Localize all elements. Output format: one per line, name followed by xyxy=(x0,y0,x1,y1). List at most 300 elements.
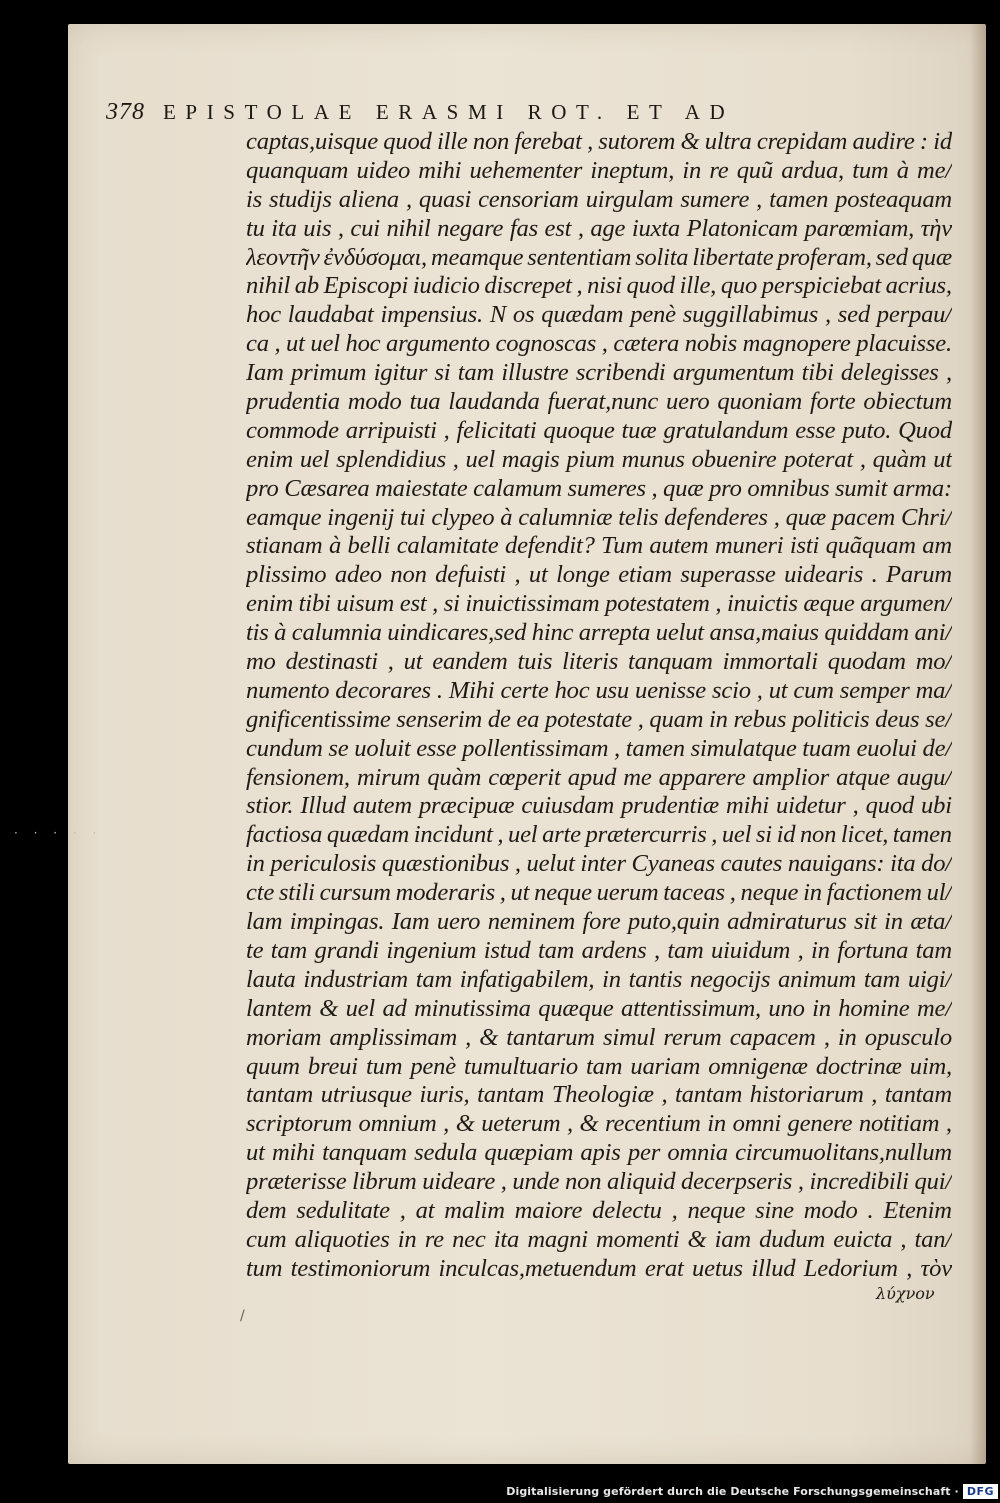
word: , xyxy=(405,185,412,213)
word: munus xyxy=(621,445,685,473)
word: hinc xyxy=(531,619,574,647)
funding-notice: Digitalisierung gefördert durch die Deutsche Forschungsgemeinschaft · xyxy=(506,1484,959,1498)
word: tanquam xyxy=(322,1139,407,1167)
word: , xyxy=(859,445,866,473)
word: genere xyxy=(787,1110,853,1138)
body-text xyxy=(246,128,952,1284)
word: Cæsarea xyxy=(284,474,370,502)
word: tantam xyxy=(675,1081,743,1109)
word: mo xyxy=(246,648,276,676)
text-line xyxy=(246,215,952,244)
word: tum xyxy=(246,1254,283,1282)
word: id xyxy=(776,821,796,849)
text-line xyxy=(246,561,952,590)
word: , xyxy=(756,676,763,704)
dfg-logo: DFG xyxy=(963,1484,998,1499)
word: pollentissimam xyxy=(462,734,609,762)
word: cte xyxy=(246,879,275,907)
word: tantis xyxy=(628,965,683,993)
word: sed xyxy=(837,301,870,329)
word: quæ xyxy=(785,503,826,531)
word: quàm xyxy=(427,763,482,791)
word: tam xyxy=(537,936,575,964)
word: inuictis xyxy=(726,590,798,618)
word: scio xyxy=(711,676,751,704)
word: sumit xyxy=(834,474,888,502)
word: quodam xyxy=(827,648,906,676)
word: maiestate xyxy=(375,474,468,502)
word: tua xyxy=(409,388,441,416)
word: uiuidum xyxy=(711,936,791,964)
word: quædam xyxy=(541,301,624,329)
word: in xyxy=(246,850,265,878)
word: factionem xyxy=(826,879,922,907)
page-number: 378 xyxy=(106,99,145,125)
word: maiore xyxy=(514,1196,583,1224)
text-line xyxy=(246,677,952,706)
word: ut xyxy=(528,561,548,589)
word: crepidam xyxy=(756,128,848,155)
word: iuxta xyxy=(631,214,680,242)
word: iudicio xyxy=(412,272,480,300)
word: plissimo xyxy=(246,561,327,589)
word: argumentum xyxy=(672,359,795,387)
word: augu/ xyxy=(896,763,952,791)
word: . xyxy=(436,676,443,704)
word: nobis xyxy=(684,330,738,358)
word: capacem xyxy=(729,1023,816,1051)
word: ita xyxy=(271,214,297,242)
word: notitiam xyxy=(858,1110,940,1138)
word: infatigabilem, xyxy=(459,965,595,993)
word: breui xyxy=(307,1052,358,1080)
word: tamen xyxy=(769,185,829,213)
word: pro xyxy=(246,474,279,502)
word: momenti xyxy=(596,1225,680,1253)
text-line xyxy=(246,1024,952,1053)
word: autem xyxy=(352,792,412,820)
word: literis xyxy=(562,648,619,676)
word: laudanda xyxy=(448,388,540,416)
text-line xyxy=(246,388,952,417)
word: malim xyxy=(444,1196,505,1224)
word: senserim xyxy=(396,705,483,733)
word: pium xyxy=(566,445,615,473)
word: in xyxy=(709,705,728,733)
word: uehementer xyxy=(469,156,583,184)
word: λεοντῆν xyxy=(246,243,320,271)
word: aliena xyxy=(338,185,400,213)
word: Iam xyxy=(246,359,284,387)
word: re xyxy=(709,156,729,184)
word: sedulitate xyxy=(296,1196,390,1224)
catchword: λύχνον xyxy=(876,1284,935,1303)
word: tantarum xyxy=(506,1023,595,1051)
word: potestatem xyxy=(605,590,710,618)
word: opusculo xyxy=(864,1023,952,1051)
word: , xyxy=(906,1254,913,1282)
word: prætercurris xyxy=(585,821,707,849)
text-line xyxy=(246,1053,952,1082)
text-line xyxy=(246,1226,952,1255)
word: clypeo xyxy=(431,503,495,531)
word: in xyxy=(707,1110,726,1138)
word: illustre xyxy=(501,359,569,387)
word: uoluit xyxy=(354,734,411,762)
word: penè xyxy=(410,1052,456,1080)
word: , xyxy=(566,1110,573,1138)
text-line xyxy=(246,1255,952,1284)
text-line xyxy=(246,475,952,504)
word: mo/ xyxy=(915,648,952,676)
word: argumento xyxy=(386,330,490,358)
footer-bar xyxy=(506,1479,1000,1503)
word: mihi xyxy=(726,792,769,820)
word: numento xyxy=(246,676,330,704)
word: nisi xyxy=(587,272,622,300)
text-line xyxy=(246,908,952,937)
word: in xyxy=(803,879,822,907)
word: rebus xyxy=(733,705,787,733)
word: quoque xyxy=(543,416,615,444)
word: magis xyxy=(501,445,560,473)
word: sedula xyxy=(414,1139,478,1167)
word: pro xyxy=(709,474,742,502)
word: , xyxy=(387,648,394,676)
word: , xyxy=(274,330,281,358)
word: tan/ xyxy=(914,1225,952,1253)
word: omni xyxy=(732,1110,781,1138)
word: est xyxy=(399,590,427,618)
word: quum xyxy=(246,1052,300,1080)
word: suggillabimus xyxy=(682,301,819,329)
text-line xyxy=(246,417,952,446)
word: , xyxy=(945,359,952,387)
word: modo xyxy=(347,388,402,416)
word: commode xyxy=(246,416,339,444)
word: apud xyxy=(567,763,617,791)
word: uel xyxy=(299,445,330,473)
word: circumuolitans,nullum xyxy=(735,1139,952,1167)
text-line xyxy=(246,244,952,273)
word: quo xyxy=(720,272,758,300)
word: etiam xyxy=(618,561,672,589)
word: tu xyxy=(246,214,265,242)
word: ut xyxy=(933,445,952,473)
word: , xyxy=(945,1110,952,1138)
text-line xyxy=(246,1139,952,1168)
word: fuerat,nunc xyxy=(547,388,659,416)
word: neque xyxy=(687,1196,746,1224)
word: uno xyxy=(768,994,805,1022)
word: mihi xyxy=(271,1139,315,1167)
word: quæstionibus xyxy=(381,850,510,878)
word: ferebat xyxy=(514,128,582,155)
word: taceas xyxy=(663,879,725,907)
word: in xyxy=(837,1023,857,1051)
word: , xyxy=(399,1196,406,1224)
word: , xyxy=(587,128,594,155)
word: quod xyxy=(383,128,432,155)
word: inter xyxy=(580,850,626,878)
word: erat xyxy=(644,1254,684,1282)
word: delegisses xyxy=(840,359,939,387)
word: quiddam xyxy=(824,619,909,647)
word: obuenire xyxy=(691,445,777,473)
word: per xyxy=(627,1139,661,1167)
word: , xyxy=(797,1168,804,1196)
word: quanquam xyxy=(246,156,349,184)
word: hoc xyxy=(246,301,281,329)
word: dudum xyxy=(759,1225,826,1253)
word: , xyxy=(452,445,459,473)
text-line xyxy=(246,1081,952,1110)
word: licet, xyxy=(840,821,889,849)
word: meamque xyxy=(431,243,524,271)
word: uero xyxy=(436,908,481,936)
word: uidetur xyxy=(775,792,846,820)
text-line xyxy=(246,1168,952,1197)
word: ardens xyxy=(581,936,647,964)
word: , xyxy=(773,503,780,531)
word: lam xyxy=(246,908,283,936)
word: omnia xyxy=(667,1139,728,1167)
word: ingenium xyxy=(386,936,477,964)
word: belli xyxy=(347,532,391,560)
word: impensius. xyxy=(380,301,483,329)
word: certe xyxy=(500,676,549,704)
word: Mihi xyxy=(448,676,495,704)
word: audire xyxy=(852,128,915,155)
text-line xyxy=(246,157,952,186)
word: & xyxy=(579,1110,599,1138)
word: , xyxy=(852,792,859,820)
word: lauta xyxy=(246,965,296,993)
word: incredibili xyxy=(809,1168,909,1196)
word: quasi xyxy=(418,185,472,213)
word: negare xyxy=(437,214,504,242)
word: placuisse. xyxy=(856,330,952,358)
word: ineptum, xyxy=(590,156,675,184)
word: puto,quin xyxy=(627,908,720,936)
word: non xyxy=(565,1168,602,1196)
word: , xyxy=(337,214,344,242)
word: gratulandum xyxy=(663,416,789,444)
word: ut xyxy=(510,879,530,907)
word: , xyxy=(497,821,504,849)
word: censoriam xyxy=(478,185,579,213)
word: negocijs xyxy=(689,965,771,993)
word: , xyxy=(711,821,718,849)
word: , xyxy=(871,1081,878,1109)
word: ille, xyxy=(679,272,717,300)
word: uigi/ xyxy=(907,965,952,993)
word: omnigenæ xyxy=(708,1052,808,1080)
word: is xyxy=(246,185,263,213)
word: fensionem, xyxy=(246,763,350,791)
word: prudentiæ xyxy=(621,792,720,820)
word: tantam xyxy=(884,1081,952,1109)
word: parœmiam, xyxy=(804,214,915,242)
word: . xyxy=(871,561,878,589)
word: quæ xyxy=(911,243,952,271)
word: ut xyxy=(403,648,423,676)
word: arripuisti xyxy=(345,416,437,444)
word: , xyxy=(637,705,644,733)
word: & xyxy=(455,1110,475,1138)
word: esse xyxy=(795,416,836,444)
word: enim xyxy=(246,445,294,473)
word: destinasti xyxy=(285,648,378,676)
word: , xyxy=(614,734,620,762)
word: tamen xyxy=(892,821,952,849)
word: non xyxy=(799,821,837,849)
ink-speck: / xyxy=(240,1308,245,1324)
word: me xyxy=(623,763,652,791)
word: uel xyxy=(721,821,752,849)
word: attentissimum, xyxy=(620,994,761,1022)
text-line xyxy=(246,504,952,533)
word: in xyxy=(811,936,830,964)
word: se/ xyxy=(925,705,952,733)
word: . xyxy=(867,1196,874,1224)
word: ut xyxy=(286,330,305,358)
word: quàm xyxy=(872,445,927,473)
word: quæque xyxy=(538,994,614,1022)
word: iam xyxy=(714,1225,751,1253)
word: Tum xyxy=(601,532,643,560)
text-line xyxy=(246,590,952,619)
word: atque xyxy=(836,763,890,791)
word: in xyxy=(602,965,621,993)
word: posteaquam xyxy=(835,185,952,213)
word: perpau/ xyxy=(876,301,952,329)
word: illud xyxy=(751,1254,796,1282)
word: Parum xyxy=(886,561,952,589)
word: , xyxy=(823,1023,830,1051)
text-line xyxy=(246,966,952,995)
word: uenisse xyxy=(635,676,707,704)
word: ἐνδύσομαι, xyxy=(323,243,427,271)
word: quod xyxy=(865,792,915,820)
word: si xyxy=(434,359,451,387)
word: utriusque xyxy=(320,1081,412,1109)
word: te xyxy=(246,936,264,964)
word: , xyxy=(824,301,831,329)
word: arrepta xyxy=(578,619,651,647)
word: tibi xyxy=(801,359,834,387)
word: nihil xyxy=(386,214,431,242)
word: Theologiæ xyxy=(551,1081,654,1109)
word: ita xyxy=(890,850,916,878)
word: acrius, xyxy=(885,272,952,300)
word: magni xyxy=(527,1225,588,1253)
word: fas xyxy=(509,214,538,242)
word: solita xyxy=(635,243,689,271)
word: , xyxy=(577,214,584,242)
word: eandem xyxy=(432,648,508,676)
word: , xyxy=(756,185,763,213)
word: apparere xyxy=(658,763,746,791)
word: hoc xyxy=(345,330,381,358)
word: ma/ xyxy=(915,676,952,704)
word: & xyxy=(680,128,700,155)
text-line xyxy=(246,186,952,215)
word: impingas. xyxy=(289,908,385,936)
word: , xyxy=(443,1110,450,1138)
word: à xyxy=(274,619,287,647)
word: ea xyxy=(516,705,540,733)
word: arma: xyxy=(892,474,952,502)
word: neque xyxy=(740,879,799,907)
word: os xyxy=(512,301,535,329)
word: calumniæ xyxy=(518,503,613,531)
word: mirum xyxy=(356,763,421,791)
word: tuis xyxy=(517,648,553,676)
word: libertate xyxy=(692,243,774,271)
word: , xyxy=(500,1168,507,1196)
text-line xyxy=(246,648,952,677)
word: admiraturus xyxy=(727,908,847,936)
word: uerum xyxy=(596,879,659,907)
word: perspiciebat xyxy=(761,272,881,300)
text-line xyxy=(246,532,952,561)
word: uel xyxy=(507,821,538,849)
text-line xyxy=(246,792,952,821)
word: uideo xyxy=(356,156,411,184)
word: moriam xyxy=(246,1023,322,1051)
word: defendit? xyxy=(504,532,595,560)
word: & xyxy=(687,1225,707,1253)
word: cui xyxy=(350,214,380,242)
word: puto. xyxy=(842,416,892,444)
word: uirgulam xyxy=(585,185,674,213)
word: sed xyxy=(875,243,908,271)
word: captas,uisque xyxy=(246,128,378,155)
word: politicis xyxy=(791,705,870,733)
word: enim xyxy=(246,590,294,618)
page-edge-shadow xyxy=(970,24,986,1464)
word: , xyxy=(432,590,439,618)
word: omnium xyxy=(358,1110,437,1138)
word: unde xyxy=(512,1168,560,1196)
word: cautes xyxy=(720,850,783,878)
word: igitur xyxy=(373,359,428,387)
word: , xyxy=(601,330,608,358)
word: defuisti xyxy=(435,561,506,589)
word: tibi xyxy=(298,590,331,618)
word: uelut xyxy=(655,619,704,647)
word: lantem xyxy=(246,994,312,1022)
word: , xyxy=(443,416,450,444)
word: delectu xyxy=(592,1196,662,1224)
word: poterat xyxy=(783,445,853,473)
text-line xyxy=(246,821,952,850)
word: am xyxy=(922,532,952,560)
word: potestate xyxy=(544,705,632,733)
word: æta/ xyxy=(910,908,952,936)
word: modo xyxy=(803,1196,858,1224)
word: , xyxy=(651,474,658,502)
word: si xyxy=(443,590,460,618)
word: omnibus xyxy=(747,474,830,502)
word: τὸν xyxy=(920,1254,952,1282)
word: splendidius xyxy=(336,445,446,473)
word: tum xyxy=(852,156,889,184)
word: superasse xyxy=(680,561,776,589)
word: proferam, xyxy=(777,243,872,271)
word: non xyxy=(390,561,427,589)
